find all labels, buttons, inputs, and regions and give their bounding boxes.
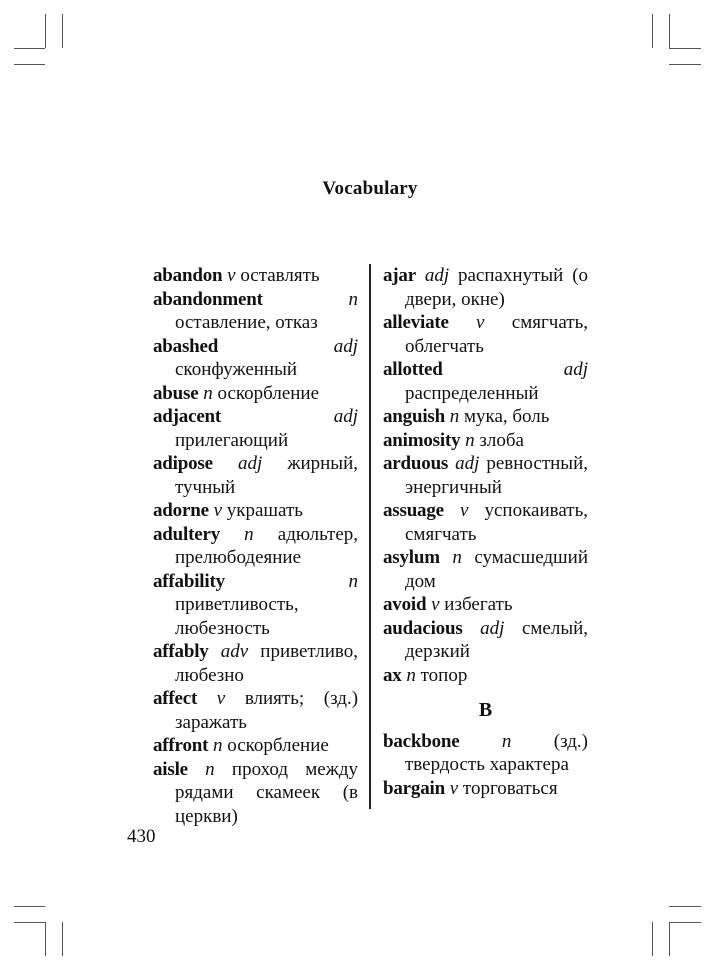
- vocab-entry: [153, 687, 358, 734]
- definition: оставлять: [240, 265, 320, 286]
- page-number: 430: [127, 826, 156, 847]
- headword: affect: [153, 688, 198, 709]
- crop-mark: [62, 922, 63, 956]
- definition: приветливость, любезность: [175, 594, 299, 639]
- part-of-speech: v: [216, 688, 226, 709]
- vocab-entry: [383, 664, 588, 688]
- headword: asylum: [383, 547, 440, 568]
- part-of-speech: v: [449, 777, 459, 799]
- vocab-entry: [383, 452, 588, 499]
- usage-note: (зд.): [323, 688, 359, 709]
- crop-mark: [669, 48, 701, 49]
- crop-mark: [652, 14, 653, 48]
- crop-mark: [14, 906, 45, 907]
- headword: abashed: [153, 335, 219, 357]
- headword: abuse: [153, 382, 199, 404]
- headword: adjacent: [153, 406, 222, 427]
- headword: ajar: [383, 265, 416, 286]
- headword: avoid: [383, 594, 427, 615]
- definition: избегать: [444, 594, 513, 615]
- vocab-entry: [383, 405, 588, 429]
- part-of-speech: n: [205, 758, 215, 780]
- part-of-speech: n: [406, 664, 416, 686]
- vocab-entry: [153, 382, 358, 406]
- crop-mark: [14, 48, 45, 49]
- vocab-entry: [153, 452, 358, 499]
- headword: alleviate: [383, 312, 449, 333]
- headword: affably: [153, 641, 209, 662]
- part-of-speech: n: [244, 523, 254, 545]
- definition: злоба: [479, 429, 524, 451]
- definition: оскорбление: [227, 735, 329, 756]
- section-letter: B: [478, 699, 493, 721]
- headword: abandonment: [153, 288, 263, 310]
- crop-mark: [669, 906, 701, 907]
- vocab-entry: [153, 335, 358, 382]
- headword: allotted: [383, 359, 443, 380]
- page-title: Vocabulary: [322, 178, 418, 199]
- headword: abandon: [153, 265, 223, 286]
- definition: распахнутый (о двери, окне): [405, 265, 589, 310]
- part-of-speech: v: [431, 594, 440, 615]
- vocab-entry: [383, 264, 588, 311]
- crop-mark: [669, 64, 701, 65]
- vocab-entry: [383, 546, 588, 593]
- part-of-speech: adj: [333, 406, 358, 427]
- part-of-speech: adj: [455, 453, 480, 474]
- definition: ревностный, энергичный: [405, 453, 588, 498]
- crop-mark: [45, 14, 46, 48]
- part-of-speech: adv: [220, 641, 249, 662]
- crop-mark: [669, 922, 670, 956]
- crop-mark: [14, 922, 45, 923]
- definition: приветливо, любезно: [175, 641, 358, 686]
- vocab-entry: [383, 593, 588, 617]
- headword: anguish: [383, 406, 445, 427]
- headword: affront: [153, 735, 209, 756]
- vocab-entry: [383, 617, 588, 664]
- definition: оставление, отказ: [175, 312, 318, 333]
- vocab-entry: [153, 288, 358, 335]
- headword: animosity: [383, 429, 461, 451]
- headword: affability: [153, 570, 225, 592]
- vocab-entry: [383, 311, 588, 358]
- vocab-entry: [153, 523, 358, 570]
- vocab-entry: [153, 264, 358, 288]
- crop-mark: [669, 14, 670, 48]
- headword: adultery: [153, 523, 221, 545]
- usage-note: (зд.): [553, 730, 588, 752]
- headword: ax: [383, 664, 402, 686]
- part-of-speech: n: [465, 429, 475, 451]
- headword: bargain: [383, 777, 445, 799]
- part-of-speech: n: [348, 570, 358, 592]
- definition: влиять;: [244, 688, 305, 709]
- crop-mark: [14, 64, 45, 65]
- part-of-speech: adj: [333, 335, 358, 357]
- part-of-speech: n: [452, 547, 462, 568]
- part-of-speech: n: [449, 406, 460, 427]
- vocab-entry: [153, 405, 358, 452]
- headword: assuage: [383, 500, 444, 521]
- part-of-speech: n: [501, 730, 512, 752]
- vocab-entry: [153, 499, 358, 523]
- vocab-entry: [153, 758, 358, 829]
- vocab-entry: [153, 640, 358, 687]
- definition: проход между рядами скамеек (в церкви): [175, 758, 359, 827]
- vocab-entry: [383, 358, 588, 405]
- part-of-speech: v: [476, 312, 485, 333]
- definition: заражать: [175, 711, 247, 733]
- part-of-speech: adj: [480, 617, 505, 639]
- definition: украшать: [226, 500, 303, 521]
- definition: успокаивать, смягчать: [405, 500, 589, 545]
- headword: audacious: [383, 617, 463, 639]
- definition: сконфуженный: [175, 359, 298, 380]
- definition: прилегающий: [175, 429, 289, 451]
- crop-mark: [652, 922, 653, 956]
- right-column: [383, 264, 588, 800]
- definition: распределенный: [405, 382, 539, 404]
- definition: смягчать, облегчать: [405, 312, 589, 357]
- part-of-speech: n: [203, 382, 213, 404]
- definition: торговаться: [462, 777, 558, 799]
- vocab-entry: [153, 570, 358, 641]
- vocab-entry: [383, 730, 588, 777]
- definition: адюльтер, прелюбодеяние: [175, 523, 358, 568]
- headword: arduous: [383, 453, 449, 474]
- definition: смелый, дерзкий: [405, 617, 589, 662]
- headword: adorne: [153, 500, 209, 521]
- part-of-speech: adj: [424, 265, 450, 286]
- crop-mark: [45, 922, 46, 956]
- vocab-entry: [383, 777, 588, 801]
- definition: сумасшедший дом: [405, 547, 589, 592]
- definition: мука, боль: [463, 406, 550, 427]
- part-of-speech: v: [213, 500, 222, 521]
- left-column: [153, 264, 358, 828]
- part-of-speech: n: [213, 735, 223, 756]
- vocab-entry: [383, 429, 588, 453]
- definition: твердость характера: [405, 754, 569, 775]
- vocab-entry: [383, 499, 588, 546]
- part-of-speech: v: [459, 500, 469, 521]
- part-of-speech: v: [227, 265, 236, 286]
- headword: adipose: [153, 453, 213, 474]
- vocab-entry: [153, 734, 358, 758]
- crop-mark: [669, 922, 701, 923]
- definition: топор: [420, 664, 468, 686]
- definition: оскорбление: [217, 382, 320, 404]
- headword: aisle: [153, 758, 188, 780]
- headword: backbone: [383, 730, 460, 752]
- column-divider: [369, 264, 371, 809]
- part-of-speech: n: [348, 288, 358, 310]
- definition: жирный, тучный: [175, 453, 358, 498]
- crop-mark: [62, 14, 63, 48]
- part-of-speech: adj: [237, 453, 263, 474]
- part-of-speech: adj: [563, 359, 588, 380]
